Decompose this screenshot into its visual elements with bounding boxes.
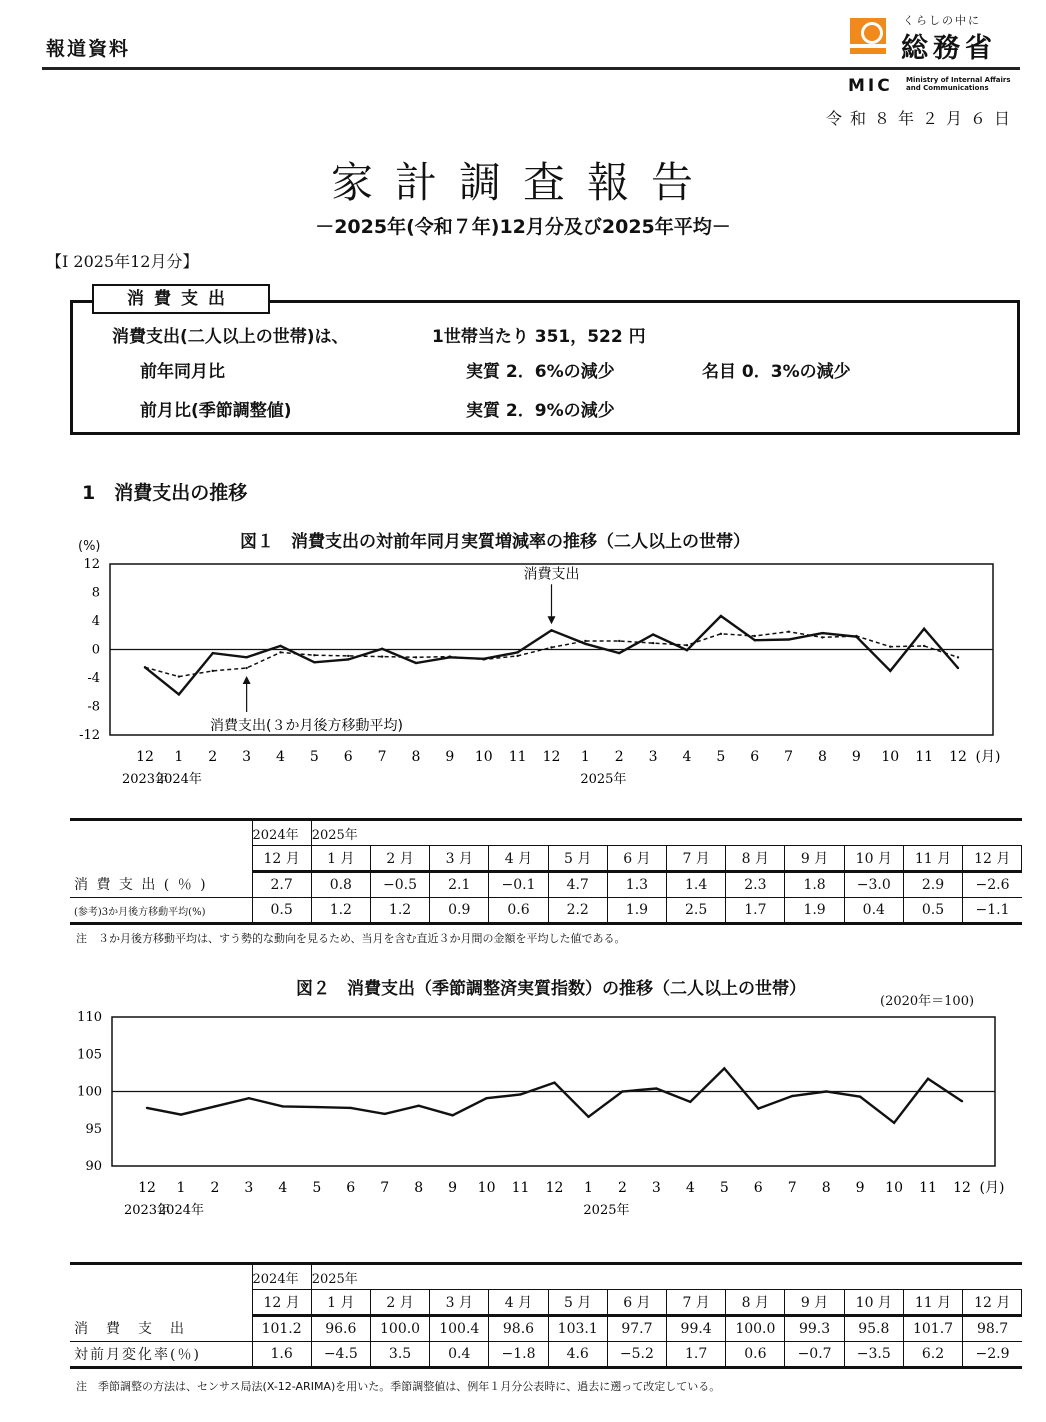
x-tick-label: 7	[784, 749, 794, 765]
table-cell: 2.9	[903, 872, 962, 898]
y-tick-label: -4	[87, 671, 100, 686]
data-point	[754, 639, 756, 641]
table-month-header: 12 月	[963, 1290, 1022, 1316]
series-line	[145, 616, 958, 694]
table-cell: 2.1	[430, 872, 489, 898]
x-tick-label: 4	[685, 1180, 695, 1196]
data-point	[923, 628, 925, 630]
page-subtitle: －2025年(令和７年)12月分及び2025年平均－	[315, 216, 731, 238]
table-cell: 1.2	[311, 898, 370, 924]
data-point	[618, 640, 620, 642]
data-point	[723, 1067, 725, 1069]
data-point	[347, 655, 349, 657]
data-point	[449, 655, 451, 657]
x-tick-label: 12	[542, 749, 561, 765]
table-cell: 103.1	[548, 1316, 607, 1342]
table-cell: 0.4	[430, 1342, 489, 1368]
table-cell: −2.9	[963, 1342, 1022, 1368]
table-cell: 99.3	[785, 1316, 844, 1342]
data-point	[144, 666, 146, 668]
table-cell: −1.8	[489, 1342, 548, 1368]
table-row-label: 対前月変化率(％)	[70, 1342, 252, 1368]
section-label: 【Ⅰ 2025年12月分】	[46, 252, 199, 271]
data-point	[212, 652, 214, 654]
table-month-row	[70, 1290, 1022, 1316]
x-tick-label: 7	[380, 1180, 390, 1196]
data-point	[757, 1107, 759, 1109]
data-point	[787, 630, 789, 632]
data-point	[313, 654, 315, 656]
table-cell: 0.6	[489, 898, 548, 924]
x-tick-label: 12	[136, 749, 154, 765]
data-point	[180, 1113, 182, 1115]
table-cell: −1.1	[963, 898, 1022, 924]
x-tick-label: 11	[508, 749, 527, 765]
data-point	[889, 670, 891, 672]
data-point	[859, 1096, 861, 1098]
data-point	[957, 656, 959, 658]
table-month-header: 5 月	[548, 846, 607, 872]
logo-en-line1: Ministry of Internal Affairs	[906, 76, 1011, 84]
data-point	[893, 1122, 895, 1124]
table-cell: 101.2	[252, 1316, 311, 1342]
data-point	[961, 1100, 963, 1102]
data-point	[347, 658, 349, 660]
data-point	[550, 629, 552, 631]
table-row-label: 消 費 支 出	[70, 1316, 252, 1342]
table-cell: −4.5	[311, 1342, 370, 1368]
x-tick-label: 9	[855, 1180, 865, 1196]
table-cell: 1.8	[785, 872, 844, 898]
data-point	[316, 1106, 318, 1108]
table-month-header: 4 月	[489, 846, 548, 872]
summary-line1-label: 消費支出(二人以上の世帯)は、	[112, 327, 349, 347]
summary-yoy-real: 実質 2．6%の減少	[466, 362, 615, 382]
x-tick-label: 2	[208, 749, 218, 765]
table-cell: 1.3	[607, 872, 666, 898]
figure2-title: 図２ 消費支出（季節調整済実質指数）の推移（二人以上の世帯）	[296, 979, 806, 999]
moving-average-line	[145, 632, 958, 677]
table-cell: 100.0	[726, 1316, 785, 1342]
table-cell: 0.8	[311, 872, 370, 898]
x-tick-label: 5	[312, 1180, 322, 1196]
y-tick-label: 0	[91, 642, 100, 658]
annotation-moving-average: 消費支出(３か月後方移動平均)	[210, 718, 403, 735]
data-point	[417, 1104, 419, 1106]
table-month-header: 10 月	[844, 1290, 903, 1316]
data-point	[282, 1105, 284, 1107]
x-tick-label: 10	[474, 749, 493, 765]
x-tick-label: 11	[511, 1180, 530, 1196]
table-cell: 96.6	[311, 1316, 370, 1342]
logo-en-line2: and Communications	[906, 84, 989, 92]
data-point	[754, 635, 756, 637]
annotation-arrowhead	[548, 616, 556, 624]
x-tick-label: 11	[919, 1180, 937, 1196]
table-row	[70, 872, 1022, 898]
data-point	[451, 1114, 453, 1116]
x-tick-label: 6	[750, 749, 760, 765]
data-point	[927, 1078, 929, 1080]
data-point	[689, 1101, 691, 1103]
x-tick-label: 8	[821, 1180, 831, 1196]
data-point	[279, 651, 281, 653]
table-cell: 0.5	[903, 898, 962, 924]
x-tick-label: 4	[682, 749, 692, 765]
table-cell: 1.6	[252, 1342, 311, 1368]
data-point	[384, 1113, 386, 1115]
x-tick-label: 3	[244, 1180, 254, 1196]
data-point	[415, 662, 417, 664]
data-point	[584, 643, 586, 645]
y-tick-label: 90	[85, 1159, 102, 1174]
page-title: 家計調査報告	[330, 158, 715, 207]
table-row	[70, 898, 1022, 924]
table-month-header: 6 月	[607, 846, 666, 872]
x-unit-label: (月)	[979, 1180, 1005, 1196]
x-tick-label: 12	[949, 749, 967, 765]
table-row	[70, 1342, 1022, 1368]
y-tick-label: -12	[79, 728, 100, 743]
year-label: 2025年	[580, 772, 627, 787]
data-point	[485, 1097, 487, 1099]
table-cell: 6.2	[903, 1342, 962, 1368]
table-year-cell: 2025年	[311, 820, 1022, 846]
table-month-header: 1 月	[311, 846, 370, 872]
data-point	[720, 615, 722, 617]
table-cell: 4.6	[548, 1342, 607, 1368]
table-year-cell: 2024年	[252, 820, 311, 846]
table-year-cell: 2024年	[252, 1264, 311, 1290]
table-month-header: 4 月	[489, 1290, 548, 1316]
data-point	[245, 667, 247, 669]
data-point	[313, 661, 315, 663]
data-point	[212, 670, 214, 672]
data-point	[553, 1081, 555, 1083]
y-tick-label: -8	[87, 699, 100, 715]
logo-english-name	[906, 76, 1026, 92]
x-tick-label: 5	[716, 749, 726, 765]
figure2-unit-note: (2020年＝100)	[880, 994, 975, 1009]
table-month-header: 8 月	[726, 846, 785, 872]
data-point	[381, 648, 383, 650]
x-tick-label: 9	[851, 749, 861, 765]
table-year-cell: 2025年	[311, 1264, 1022, 1290]
y-tick-label: 8	[91, 585, 100, 601]
table-cell: −2.6	[963, 872, 1022, 898]
summary-mom-real: 実質 2．9%の減少	[466, 401, 615, 421]
x-tick-label: 8	[818, 749, 827, 765]
series-line	[147, 1068, 962, 1122]
table-month-header: 3 月	[430, 1290, 489, 1316]
table-cell: 0.5	[252, 898, 311, 924]
year-label: 2025年	[583, 1203, 630, 1218]
section1-title: 1 消費支出の推移	[82, 482, 248, 504]
data-point	[146, 1107, 148, 1109]
table-cell: −0.1	[489, 872, 548, 898]
data-point	[178, 675, 180, 677]
data-point	[587, 1116, 589, 1118]
x-tick-label: 9	[445, 749, 455, 765]
year-label: 2023年	[123, 1203, 171, 1218]
data-point	[791, 1095, 793, 1097]
year-label: 2024年	[155, 772, 202, 787]
press-release-label: 報道資料	[46, 38, 131, 60]
figure1-chart	[0, 550, 1046, 800]
x-tick-label: 1	[583, 1180, 593, 1196]
table-month-header: 12 月	[963, 846, 1022, 872]
table-month-header: 12 月	[252, 1290, 311, 1316]
table-month-header: 10 月	[844, 846, 903, 872]
summary-line1-value: 1世帯当たり 351，522 円	[432, 327, 646, 347]
table-row	[70, 1316, 1022, 1342]
x-tick-label: 5	[719, 1180, 729, 1196]
table-cell: 1.7	[726, 898, 785, 924]
data-point	[245, 656, 247, 658]
table-cell: 98.7	[963, 1316, 1022, 1342]
table-cell: 100.4	[430, 1316, 489, 1342]
data-point	[825, 1090, 827, 1092]
data-point	[821, 636, 823, 638]
figure2-table	[70, 1262, 1022, 1369]
y-tick-label: 100	[77, 1084, 102, 1100]
table-year-row	[70, 1264, 1022, 1290]
data-point	[584, 640, 586, 642]
release-date: 令和８年２月６日	[825, 109, 1018, 128]
table-corner	[70, 846, 252, 872]
table-row-label: 消 費 支 出 ( ％ )	[70, 872, 252, 898]
x-tick-label: 1	[174, 749, 184, 765]
mic-logo-icon	[850, 18, 886, 54]
data-point	[821, 632, 823, 634]
logo-tagline: くらしの中に	[903, 14, 981, 27]
data-point	[483, 658, 485, 660]
table-cell: 1.9	[607, 898, 666, 924]
table-cell: 4.7	[548, 872, 607, 898]
table-cell: 101.7	[903, 1316, 962, 1342]
table-cell: 1.4	[667, 872, 726, 898]
x-tick-label: 2	[617, 1180, 627, 1196]
data-point	[923, 645, 925, 647]
data-point	[415, 656, 417, 658]
x-tick-label: 10	[477, 1180, 496, 1196]
table-cell: 98.6	[489, 1316, 548, 1342]
table-cell: 1.7	[667, 1342, 726, 1368]
data-point	[516, 651, 518, 653]
logo-mic: MIC	[848, 76, 893, 96]
x-tick-label: 12	[953, 1180, 971, 1196]
x-tick-label: 2	[210, 1180, 220, 1196]
table-cell: 1.2	[370, 898, 429, 924]
table-month-header: 3 月	[430, 846, 489, 872]
table-month-header: 1 月	[311, 1290, 370, 1316]
x-tick-label: 6	[753, 1180, 763, 1196]
header-rule	[42, 67, 1020, 70]
table-cell: 0.9	[430, 898, 489, 924]
table-cell: 95.8	[844, 1316, 903, 1342]
x-tick-label: 8	[411, 749, 421, 765]
data-point	[550, 646, 552, 648]
data-point	[855, 635, 857, 637]
x-tick-label: 10	[881, 749, 900, 765]
x-tick-label: 5	[309, 749, 319, 765]
y-tick-label: 4	[91, 614, 100, 629]
x-tick-label: 7	[787, 1180, 797, 1196]
data-point	[655, 1087, 657, 1089]
table-cell: 2.2	[548, 898, 607, 924]
table-month-header: 12 月	[252, 846, 311, 872]
table1-note: 注 ３か月後方移動平均は、すう勢的な動向を見るため、当月を含む直近３か月間の金額を平均した値である。	[76, 932, 626, 945]
table-month-header: 6 月	[607, 1290, 666, 1316]
table-cell: −5.2	[607, 1342, 666, 1368]
data-point	[889, 645, 891, 647]
table-cell: 100.0	[370, 1316, 429, 1342]
y-tick-label: 95	[85, 1121, 102, 1137]
x-tick-label: 4	[278, 1180, 288, 1196]
table-month-header: 11 月	[903, 1290, 962, 1316]
annotation-arrowhead	[243, 676, 251, 684]
x-tick-label: 11	[915, 749, 934, 765]
x-tick-label: 2	[614, 749, 624, 765]
year-label: 2024年	[157, 1203, 205, 1218]
year-label: 2023年	[121, 772, 169, 787]
table-month-row	[70, 846, 1022, 872]
table-cell: 3.5	[370, 1342, 429, 1368]
x-tick-label: 10	[885, 1180, 903, 1196]
summary-yoy-label: 前年同月比	[140, 362, 225, 382]
figure2-chart	[0, 1005, 1046, 1230]
x-tick-label: 3	[648, 749, 658, 765]
data-point	[350, 1107, 352, 1109]
table-month-header: 7 月	[667, 1290, 726, 1316]
data-point	[621, 1090, 623, 1092]
table-month-header: 2 月	[370, 846, 429, 872]
x-tick-label: 12	[545, 1180, 564, 1196]
table-cell: 99.4	[667, 1316, 726, 1342]
data-point	[787, 638, 789, 640]
data-point	[686, 644, 688, 646]
table-cell: −0.7	[785, 1342, 844, 1368]
x-tick-label: 1	[176, 1180, 186, 1196]
x-tick-label: 3	[651, 1180, 661, 1196]
annotation-consumption: 消費支出	[523, 566, 580, 583]
table-row-label: (参考)3か月後方移動平均(%)	[70, 898, 252, 924]
table-month-header: 8 月	[726, 1290, 785, 1316]
y-tick-label: 12	[83, 557, 100, 572]
x-tick-label: 7	[377, 749, 387, 765]
table-month-header: 9 月	[785, 1290, 844, 1316]
table-month-header: 9 月	[785, 846, 844, 872]
data-point	[652, 642, 654, 644]
x-tick-label: 12	[138, 1180, 156, 1196]
x-tick-label: 3	[242, 749, 252, 765]
figure1-title: 図１ 消費支出の対前年同月実質増減率の推移（二人以上の世帯）	[240, 532, 750, 552]
table-month-header: 11 月	[903, 846, 962, 872]
table-month-header: 5 月	[548, 1290, 607, 1316]
table-cell: 1.9	[785, 898, 844, 924]
table-cell: −0.5	[370, 872, 429, 898]
y-tick-label: 110	[77, 1010, 102, 1025]
table-corner	[70, 820, 252, 846]
data-point	[652, 633, 654, 635]
data-point	[618, 652, 620, 654]
x-tick-label: 8	[414, 1180, 424, 1196]
summary-tab: 消費支出	[92, 284, 270, 314]
x-unit-label: (月)	[975, 749, 1001, 765]
table-month-header: 2 月	[370, 1290, 429, 1316]
y-tick-label: 105	[77, 1047, 102, 1063]
table-cell: 2.5	[667, 898, 726, 924]
figure1-table	[70, 818, 1022, 925]
x-tick-label: 9	[448, 1180, 458, 1196]
data-point	[516, 655, 518, 657]
table-cell: 2.7	[252, 872, 311, 898]
x-tick-label: 4	[276, 749, 285, 765]
x-tick-label: 1	[580, 749, 590, 765]
summary-yoy-nominal: 名目 0．3%の減少	[702, 362, 851, 382]
data-point	[279, 645, 281, 647]
data-point	[248, 1097, 250, 1099]
data-point	[381, 655, 383, 657]
summary-mom-label: 前月比(季節調整値)	[140, 401, 292, 421]
table-cell: −3.0	[844, 872, 903, 898]
table-corner	[70, 1264, 252, 1290]
data-point	[214, 1105, 216, 1107]
table-cell: 0.4	[844, 898, 903, 924]
logo-name: 総務省	[901, 33, 997, 64]
table2-note: 注 季節調整の方法は、センサス局法(X-12-ARIMA)を用いた。季節調整値は、例年１月分公表時に、過去に遡って改定している。	[76, 1380, 721, 1393]
table-cell: 0.6	[726, 1342, 785, 1368]
table-month-header: 7 月	[667, 846, 726, 872]
table-cell: 97.7	[607, 1316, 666, 1342]
figure1-ylabel: (%)	[78, 539, 101, 554]
data-point	[957, 667, 959, 669]
data-point	[519, 1093, 521, 1095]
table-cell: −3.5	[844, 1342, 903, 1368]
data-point	[686, 649, 688, 651]
x-tick-label: 6	[346, 1180, 356, 1196]
table-year-row	[70, 820, 1022, 846]
table-corner	[70, 1290, 252, 1316]
data-point	[720, 633, 722, 635]
x-tick-label: 6	[343, 749, 353, 765]
data-point	[178, 693, 180, 695]
table-cell: 2.3	[726, 872, 785, 898]
